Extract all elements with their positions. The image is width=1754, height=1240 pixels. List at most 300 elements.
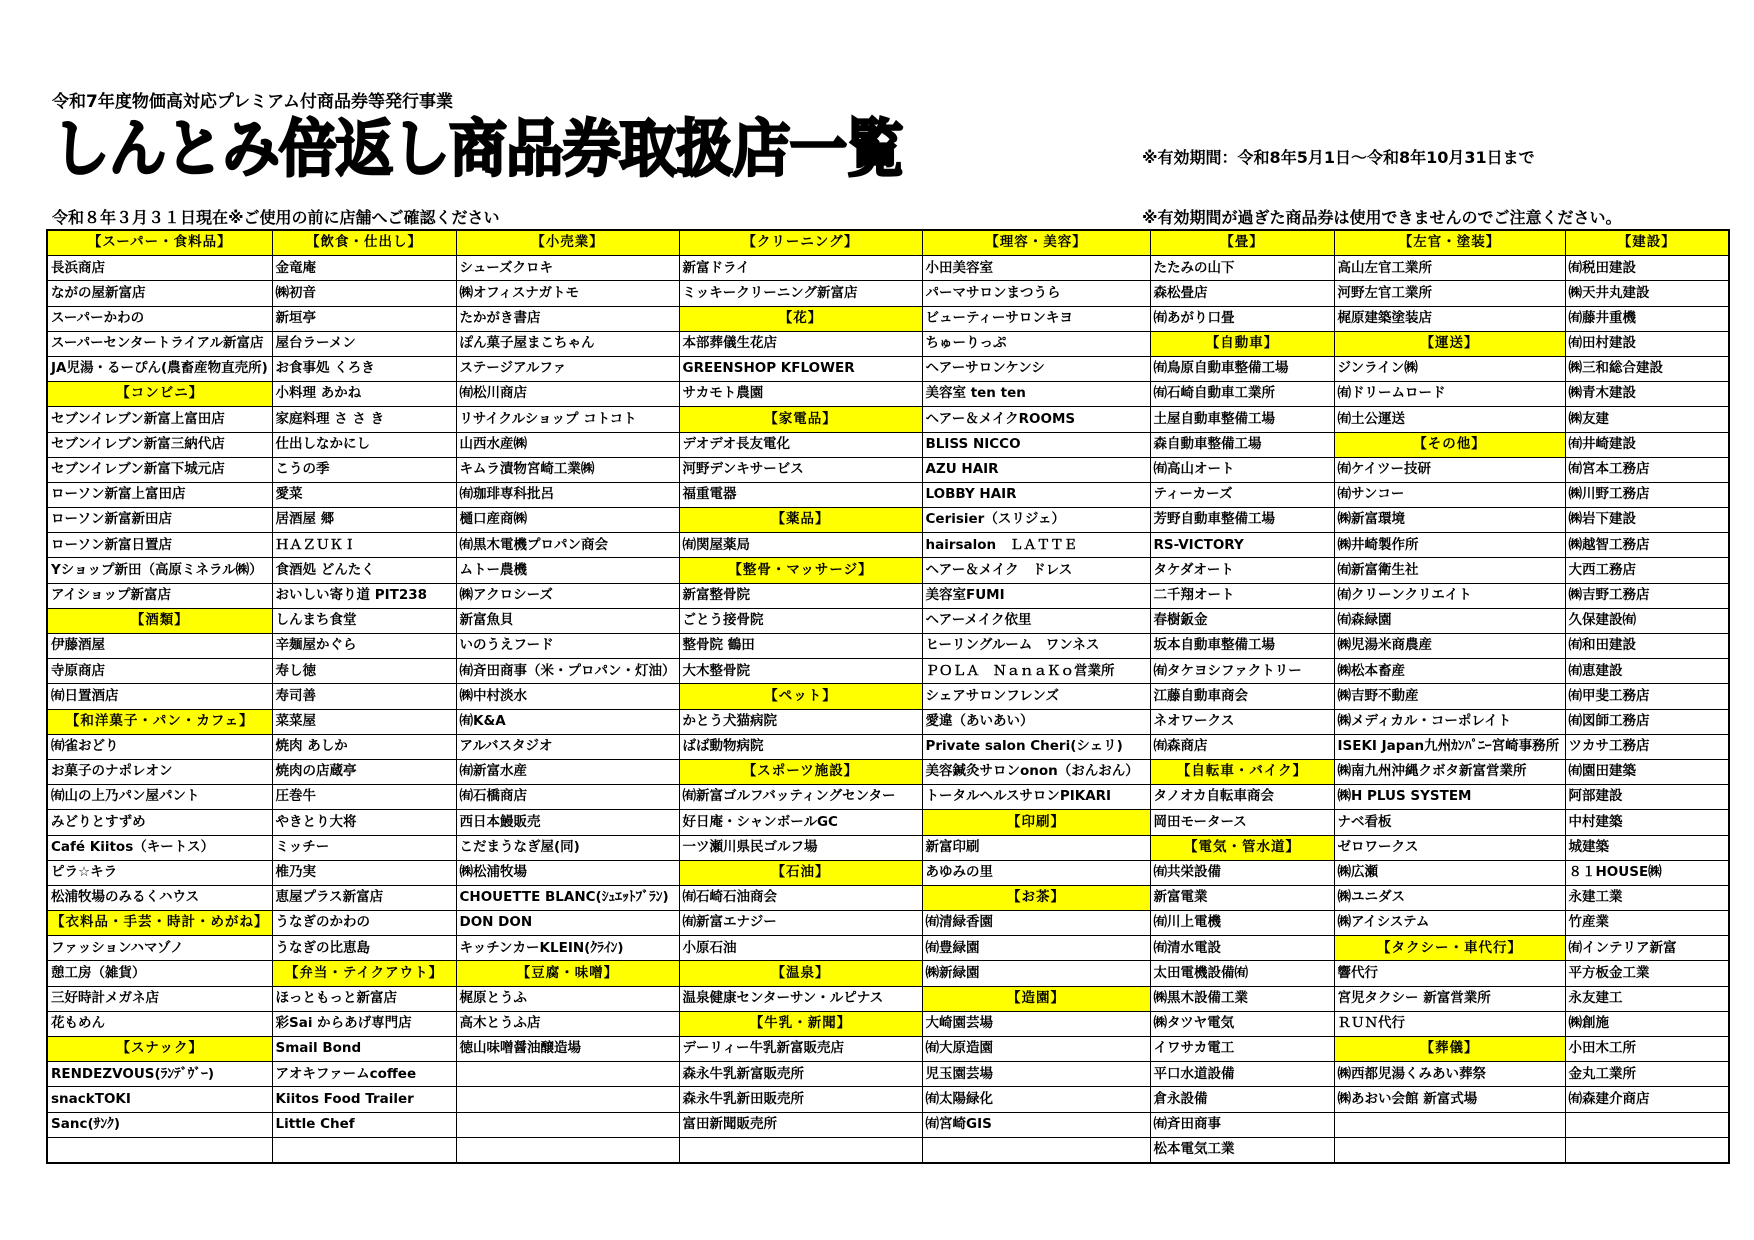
store-cell: 平口水道設備 (1150, 1062, 1334, 1087)
category-header: 【飲食・仕出し】 (272, 230, 456, 256)
store-cell: Private salon Cheri(シェリ) (922, 734, 1150, 759)
store-cell: イワサカ電工 (1150, 1037, 1334, 1062)
store-cell: ８１HOUSE㈱ (1565, 860, 1729, 885)
store-cell: ㈲太陽緑化 (922, 1087, 1150, 1112)
store-cell: 一ツ瀬川県民ゴルフ場 (679, 835, 922, 860)
store-cell: 高木とうふ店 (456, 1011, 679, 1036)
store-cell: リサイクルショップ コトコト (456, 407, 679, 432)
store-cell (679, 1137, 922, 1163)
store-cell: ㈲サンコー (1334, 482, 1565, 507)
store-cell: セブンイレブン新富三納代店 (47, 432, 272, 457)
store-cell: 整骨院 鶴田 (679, 634, 922, 659)
store-cell: 土屋自動車整備工場 (1150, 407, 1334, 432)
store-cell: セブンイレブン新富下城元店 (47, 457, 272, 482)
category-header: 【畳】 (1150, 230, 1334, 256)
store-cell: 屋台ラーメン (272, 331, 456, 356)
category-header: 【スーパー・食料品】 (47, 230, 272, 256)
store-cell: ㈱オフィスナガトモ (456, 281, 679, 306)
store-cell: ㈱吉野不動産 (1334, 684, 1565, 709)
store-cell: ㈱新富環境 (1334, 508, 1565, 533)
store-cell: 美容室FUMI (922, 583, 1150, 608)
store-cell: 高山左官工業所 (1334, 256, 1565, 281)
store-cell: サカモト農園 (679, 382, 922, 407)
store-cell: しんまち食堂 (272, 608, 456, 633)
store-cell: 新富魚貝 (456, 608, 679, 633)
store-cell: ㈲クリーンクリエイト (1334, 583, 1565, 608)
store-cell: hairsalon ＬＡＴＴＥ (922, 533, 1150, 558)
store-cell: 彩Sai からあげ専門店 (272, 1011, 456, 1036)
table-row (47, 281, 1729, 306)
store-cell: ヘアー＆メイク ドレス (922, 558, 1150, 583)
table-row (47, 230, 1729, 256)
store-cell: 小田木工所 (1565, 1037, 1729, 1062)
store-cell: 大木整骨院 (679, 659, 922, 684)
store-cell (1334, 1112, 1565, 1137)
table-row (47, 432, 1729, 457)
store-cell: ㈱新緑園 (922, 961, 1150, 986)
store-cell: パーマサロンまつうら (922, 281, 1150, 306)
store-cell: タノオカ自転車商会 (1150, 785, 1334, 810)
store-cell: 春樹鈑金 (1150, 608, 1334, 633)
store-cell: ㈱松浦牧場 (456, 860, 679, 885)
store-cell: 美容鍼灸サロンonon（おんおん） (922, 759, 1150, 784)
store-cell: ㈱黒木設備工業 (1150, 986, 1334, 1011)
store-cell: うなぎのかわの (272, 911, 456, 936)
store-cell (1565, 1137, 1729, 1163)
table-row (47, 961, 1729, 986)
store-cell: 花もめん (47, 1011, 272, 1036)
store-cell: ㈲井崎建設 (1565, 432, 1729, 457)
store-cell: LOBBY HAIR (922, 482, 1150, 507)
store-cell: Little Chef (272, 1112, 456, 1137)
table-row (47, 382, 1729, 407)
store-cell: AZU HAIR (922, 457, 1150, 482)
store-cell: 江藤自動車商会 (1150, 684, 1334, 709)
store-cell: ㈲土公運送 (1334, 407, 1565, 432)
validity-note: ※有効期間：令和8年5月1日～令和8年10月31日まで (1142, 148, 1535, 167)
store-cell: ㈱西都児湯くみあい葬祭 (1334, 1062, 1565, 1087)
table-row (47, 911, 1729, 936)
store-cell: ㈱創施 (1565, 1011, 1729, 1036)
table-row (47, 1112, 1729, 1137)
store-cell: ジンライン㈱ (1334, 356, 1565, 381)
store-cell: ㈲斉田商事 (1150, 1112, 1334, 1137)
category-header: 【クリーニング】 (679, 230, 922, 256)
store-cell: ㈱三和総合建設 (1565, 356, 1729, 381)
store-cell: お食事処 くろき (272, 356, 456, 381)
store-cell: 新富印刷 (922, 835, 1150, 860)
store-cell: ㈱川野工務店 (1565, 482, 1729, 507)
store-cell: 小田美容室 (922, 256, 1150, 281)
store-cell: 焼肉 あしか (272, 734, 456, 759)
store-cell: 梶原建築塗装店 (1334, 306, 1565, 331)
store-cell: ㈱アイシステム (1334, 911, 1565, 936)
store-cell: ㈱越智工務店 (1565, 533, 1729, 558)
store-cell (456, 1087, 679, 1112)
store-cell: ㈲宮崎GIS (922, 1112, 1150, 1137)
store-cell: 徳山味噌醤油醸造場 (456, 1037, 679, 1062)
store-cell: ㈱広瀬 (1334, 860, 1565, 885)
store-cell: おいしい寄り道 PIT238 (272, 583, 456, 608)
store-cell: ㈲タケヨシファクトリー (1150, 659, 1334, 684)
store-cell: 森永牛乳新田販売所 (679, 1087, 922, 1112)
store-cell: ㈱タツヤ電気 (1150, 1011, 1334, 1036)
store-cell: 西日本鰻販売 (456, 810, 679, 835)
table-row (47, 734, 1729, 759)
store-cell: やきとり大将 (272, 810, 456, 835)
store-cell: 食酒処 どんたく (272, 558, 456, 583)
store-cell: ヒーリングルーム ワンネス (922, 634, 1150, 659)
store-cell: たかがき書店 (456, 306, 679, 331)
category-header: 【整骨・マッサージ】 (679, 558, 922, 583)
store-cell: ㈱井崎製作所 (1334, 533, 1565, 558)
category-header: 【小売業】 (456, 230, 679, 256)
store-cell: ㈲ケイツー技研 (1334, 457, 1565, 482)
store-cell: ムトー農機 (456, 558, 679, 583)
store-cell: いのうえフード (456, 634, 679, 659)
store-cell: 阿部建設 (1565, 785, 1729, 810)
store-cell: 森自動車整備工場 (1150, 432, 1334, 457)
table-row (47, 508, 1729, 533)
table-row (47, 558, 1729, 583)
store-cell: デーリィー牛乳新富販売店 (679, 1037, 922, 1062)
store-cell: ㈱岩下建設 (1565, 508, 1729, 533)
store-cell: ゼロワークス (1334, 835, 1565, 860)
store-cell: ㈱初音 (272, 281, 456, 306)
store-cell: ぽん菓子屋まこちゃん (456, 331, 679, 356)
store-cell: ＲＵＮ代行 (1334, 1011, 1565, 1036)
store-cell: 圧巻牛 (272, 785, 456, 810)
store-cell: ㈲新富エナジー (679, 911, 922, 936)
store-cell: 倉永設備 (1150, 1087, 1334, 1112)
category-header: 【豆腐・味噌】 (456, 961, 679, 986)
category-header: 【コンビニ】 (47, 382, 272, 407)
table-row (47, 306, 1729, 331)
store-cell: ㈲新富水産 (456, 759, 679, 784)
page-title: しんとみ倍返し商品券取扱店一覧 (52, 112, 903, 185)
store-cell: ほっともっと新富店 (272, 986, 456, 1011)
category-header: 【スポーツ施設】 (679, 759, 922, 784)
store-cell: ㈱天井丸建設 (1565, 281, 1729, 306)
table-row (47, 709, 1729, 734)
store-cell: 焼肉の店蔵亭 (272, 759, 456, 784)
store-cell: 平方板金工業 (1565, 961, 1729, 986)
store-cell: ティーカーズ (1150, 482, 1334, 507)
store-cell: アイショップ新富店 (47, 583, 272, 608)
store-cell: ㈲石橋商店 (456, 785, 679, 810)
store-cell: 宮児タクシー 新富営業所 (1334, 986, 1565, 1011)
store-cell: かとう犬猫病院 (679, 709, 922, 734)
store-cell: 響代行 (1334, 961, 1565, 986)
store-cell: 憩工房（雑貨） (47, 961, 272, 986)
table-row (47, 986, 1729, 1011)
category-header: 【牛乳・新聞】 (679, 1011, 922, 1036)
store-cell: 仕出しなかにし (272, 432, 456, 457)
table-row (47, 785, 1729, 810)
store-cell (456, 1112, 679, 1137)
table-row (47, 407, 1729, 432)
table-row (47, 482, 1729, 507)
store-cell: 愛違（あいあい） (922, 709, 1150, 734)
store-cell: キッチンカーKLEIN(ｸﾗｲﾝ) (456, 936, 679, 961)
store-cell: ㈲森建介商店 (1565, 1087, 1729, 1112)
store-cell: 森永牛乳新富販売所 (679, 1062, 922, 1087)
store-cell: ㈲ドリームロード (1334, 382, 1565, 407)
store-cell: JA児湯・るーぴん(農畜産物直売所) (47, 356, 272, 381)
store-cell: ㈲清水電設 (1150, 936, 1334, 961)
store-cell: 三好時計メガネ店 (47, 986, 272, 1011)
store-cell: ヘアーメイク依里 (922, 608, 1150, 633)
category-header: 【電気・管水道】 (1150, 835, 1334, 860)
store-cell: 久保建設㈲ (1565, 608, 1729, 633)
store-cell: ヘアーサロンケンシ (922, 356, 1150, 381)
store-cell: ㈱あおい会館 新富式場 (1334, 1087, 1565, 1112)
store-cell: ㈲園田建築 (1565, 759, 1729, 784)
table-row (47, 1011, 1729, 1036)
store-cell: ISEKI Japan九州ｶﾝﾊﾟﾆｰ宮崎事務所 (1334, 734, 1565, 759)
store-cell: ㈲インテリア新富 (1565, 936, 1729, 961)
subtitle: 令和7年度物価高対応プレミアム付商品券等発行事業 (52, 92, 453, 112)
store-cell: ㈱松本畜産 (1334, 659, 1565, 684)
store-cell: ㈱H PLUS SYSTEM (1334, 785, 1565, 810)
store-cell: 芳野自動車整備工場 (1150, 508, 1334, 533)
table-row (47, 634, 1729, 659)
store-cell: ㈱中村淡水 (456, 684, 679, 709)
store-cell: ㈲森緑園 (1334, 608, 1565, 633)
category-header: 【建設】 (1565, 230, 1729, 256)
store-cell: ㈲清緑香園 (922, 911, 1150, 936)
store-cell (456, 1062, 679, 1087)
store-cell: 長浜商店 (47, 256, 272, 281)
store-cell: ㈲共栄設備 (1150, 860, 1334, 885)
store-cell (456, 1137, 679, 1163)
category-header: 【和洋菓子・パン・カフェ】 (47, 709, 272, 734)
table-row (47, 331, 1729, 356)
store-cell: ネオワークス (1150, 709, 1334, 734)
store-cell: 新富整骨院 (679, 583, 922, 608)
store-cell: Café Kiitos（キートス） (47, 835, 272, 860)
store-cell: ながの屋新富店 (47, 281, 272, 306)
store-cell: ㈱吉野工務店 (1565, 583, 1729, 608)
table-row (47, 659, 1729, 684)
store-cell: たたみの山下 (1150, 256, 1334, 281)
store-cell: アオキファームcoffee (272, 1062, 456, 1087)
store-cell: 寿司善 (272, 684, 456, 709)
store-cell: シューズクロキ (456, 256, 679, 281)
store-cell: こだまうなぎ屋(同) (456, 835, 679, 860)
store-cell: 河野デンキサービス (679, 457, 922, 482)
store-cell: ㈲黒木電機プロパン商会 (456, 533, 679, 558)
store-cell: 太田電機設備㈲ (1150, 961, 1334, 986)
store-cell: ㈲新富ゴルフバッティングセンター (679, 785, 922, 810)
expire-note: ※有効期間が過ぎた商品券は使用できませんのでご注意ください。 (1142, 208, 1622, 227)
store-cell: GREENSHOP KFLOWER (679, 356, 922, 381)
store-cell: ㈱ユニダス (1334, 885, 1565, 910)
table-row (47, 1037, 1729, 1062)
category-header: 【石油】 (679, 860, 922, 885)
store-cell (47, 1137, 272, 1163)
category-header: 【葬儀】 (1334, 1037, 1565, 1062)
store-cell: ㈱南九州沖縄クボタ新富営業所 (1334, 759, 1565, 784)
table-row (47, 810, 1729, 835)
store-cell: ツカサ工務店 (1565, 734, 1729, 759)
store-cell: Cerisier（スリジェ） (922, 508, 1150, 533)
store-cell: ㈲川上電機 (1150, 911, 1334, 936)
store-list-table (46, 229, 1730, 1164)
store-cell: ㈲税田建設 (1565, 256, 1729, 281)
store-cell: RS-VICTORY (1150, 533, 1334, 558)
store-cell: 新富電業 (1150, 885, 1334, 910)
store-cell: 愛菜 (272, 482, 456, 507)
store-cell: ＨＡＺＵＫＩ (272, 533, 456, 558)
store-cell: 小原石油 (679, 936, 922, 961)
store-cell: 樋口産商㈱ (456, 508, 679, 533)
store-cell: ローソン新富上富田店 (47, 482, 272, 507)
store-cell: CHOUETTE BLANC(ｼｭｴｯﾄﾌﾞﾗﾝ) (456, 885, 679, 910)
store-cell: ㈲珈琲専科批呂 (456, 482, 679, 507)
store-cell: 金丸工業所 (1565, 1062, 1729, 1087)
category-header: 【印刷】 (922, 810, 1150, 835)
store-cell: ローソン新富新田店 (47, 508, 272, 533)
store-cell: ㈲関屋薬局 (679, 533, 922, 558)
store-cell: シェアサロンフレンズ (922, 684, 1150, 709)
category-header: 【自転車・バイク】 (1150, 759, 1334, 784)
store-cell: 寿し徳 (272, 659, 456, 684)
store-cell (1334, 1137, 1565, 1163)
table-row (47, 533, 1729, 558)
store-cell: Kiitos Food Trailer (272, 1087, 456, 1112)
category-header: 【タクシー・車代行】 (1334, 936, 1565, 961)
table-row (47, 936, 1729, 961)
category-header: 【お茶】 (922, 885, 1150, 910)
store-cell: 二千翔オート (1150, 583, 1334, 608)
table-row (47, 1087, 1729, 1112)
store-cell: 小料理 あかね (272, 382, 456, 407)
store-cell: 居酒屋 郷 (272, 508, 456, 533)
store-cell: ナベ看板 (1334, 810, 1565, 835)
table-row (47, 684, 1729, 709)
store-cell: 富田新聞販売所 (679, 1112, 922, 1137)
table-row (47, 860, 1729, 885)
table-row (47, 256, 1729, 281)
category-header: 【温泉】 (679, 961, 922, 986)
store-cell: ㈲あがり口畳 (1150, 306, 1334, 331)
store-cell: ㈲鳥原自動車整備工場 (1150, 356, 1334, 381)
category-header: 【スナック】 (47, 1037, 272, 1062)
store-cell: 辛麺屋かぐら (272, 634, 456, 659)
store-cell: 竹産業 (1565, 911, 1729, 936)
store-cell: DON DON (456, 911, 679, 936)
as-of-note: 令和８年３月３１日現在※ご使用の前に店舗へご確認ください (52, 208, 500, 227)
store-cell: ㈲雀おどり (47, 734, 272, 759)
store-cell: ㈲松川商店 (456, 382, 679, 407)
store-cell: 岡田モータース (1150, 810, 1334, 835)
category-header: 【運送】 (1334, 331, 1565, 356)
store-cell: BLISS NICCO (922, 432, 1150, 457)
store-cell: ステージアルファ (456, 356, 679, 381)
store-cell: ㈲宮本工務店 (1565, 457, 1729, 482)
store-cell: ㈲恵建設 (1565, 659, 1729, 684)
store-cell: 新富ドライ (679, 256, 922, 281)
category-header: 【自動車】 (1150, 331, 1334, 356)
store-cell: 恵屋プラス新富店 (272, 885, 456, 910)
store-cell: 永建工業 (1565, 885, 1729, 910)
store-cell: ㈲山の上乃パン屋パント (47, 785, 272, 810)
table-row (47, 885, 1729, 910)
store-cell: 菜菜屋 (272, 709, 456, 734)
table-row (47, 759, 1729, 784)
store-cell: 児玉園芸場 (922, 1062, 1150, 1087)
category-header: 【造園】 (922, 986, 1150, 1011)
store-cell: ㈲新富衛生社 (1334, 558, 1565, 583)
store-cell: 山西水産㈱ (456, 432, 679, 457)
store-cell: 家庭料理 さ さ き (272, 407, 456, 432)
store-cell: 金竜庵 (272, 256, 456, 281)
store-cell: 大西工務店 (1565, 558, 1729, 583)
table-row (47, 583, 1729, 608)
store-cell: トータルヘルスサロンPIKARI (922, 785, 1150, 810)
category-header: 【弁当・テイクアウト】 (272, 961, 456, 986)
store-cell: Sanc(ｻﾝｸ) (47, 1112, 272, 1137)
store-cell: 美容室 ten ten (922, 382, 1150, 407)
store-cell: ピラ☆キラ (47, 860, 272, 885)
store-cell (922, 1137, 1150, 1163)
store-cell: ㈲K&A (456, 709, 679, 734)
store-cell: ミッチー (272, 835, 456, 860)
store-cell: スーパーセンタートライアル新富店 (47, 331, 272, 356)
category-header: 【酒類】 (47, 608, 272, 633)
store-cell: ㈲図師工務店 (1565, 709, 1729, 734)
store-cell: お菓子のナポレオン (47, 759, 272, 784)
store-cell: スーパーかわの (47, 306, 272, 331)
store-cell: ㈱アクロシーズ (456, 583, 679, 608)
store-cell: ヘアー＆メイクROOMS (922, 407, 1150, 432)
store-cell: ファッションハマゾノ (47, 936, 272, 961)
category-header: 【その他】 (1334, 432, 1565, 457)
store-cell: タケダオート (1150, 558, 1334, 583)
store-cell: 伊藤酒屋 (47, 634, 272, 659)
store-cell: ㈲大原造園 (922, 1037, 1150, 1062)
table-row (47, 1137, 1729, 1163)
store-cell: ㈱メディカル・コーポレイト (1334, 709, 1565, 734)
store-cell: 大崎園芸場 (922, 1011, 1150, 1036)
category-header: 【左官・塗装】 (1334, 230, 1565, 256)
store-cell: 永友建工 (1565, 986, 1729, 1011)
store-cell: ㈱児湯米商農産 (1334, 634, 1565, 659)
store-cell: 梶原とうふ (456, 986, 679, 1011)
store-cell: 寺原商店 (47, 659, 272, 684)
store-cell: 新垣亭 (272, 306, 456, 331)
store-cell: ㈲森商店 (1150, 734, 1334, 759)
store-cell: ㈱友建 (1565, 407, 1729, 432)
store-cell: Smail Bond (272, 1037, 456, 1062)
store-cell (1565, 1112, 1729, 1137)
store-cell: ㈲藤井重機 (1565, 306, 1729, 331)
category-header: 【ペット】 (679, 684, 922, 709)
store-cell: ㈲甲斐工務店 (1565, 684, 1729, 709)
category-header: 【理容・美容】 (922, 230, 1150, 256)
store-cell: RENDEZVOUS(ﾗﾝﾃﾞｳﾞｰ) (47, 1062, 272, 1087)
store-cell: セブンイレブン新富上富田店 (47, 407, 272, 432)
store-cell: あゆみの里 (922, 860, 1150, 885)
store-cell: 本部葬儀生花店 (679, 331, 922, 356)
store-cell: ＰＯＬＡ ＮａｎａＫｏ営業所 (922, 659, 1150, 684)
store-cell: 河野左官工業所 (1334, 281, 1565, 306)
store-cell: 松浦牧場のみるくハウス (47, 885, 272, 910)
store-cell: ばば動物病院 (679, 734, 922, 759)
store-cell: ㈲田村建設 (1565, 331, 1729, 356)
store-cell: 森松畳店 (1150, 281, 1334, 306)
